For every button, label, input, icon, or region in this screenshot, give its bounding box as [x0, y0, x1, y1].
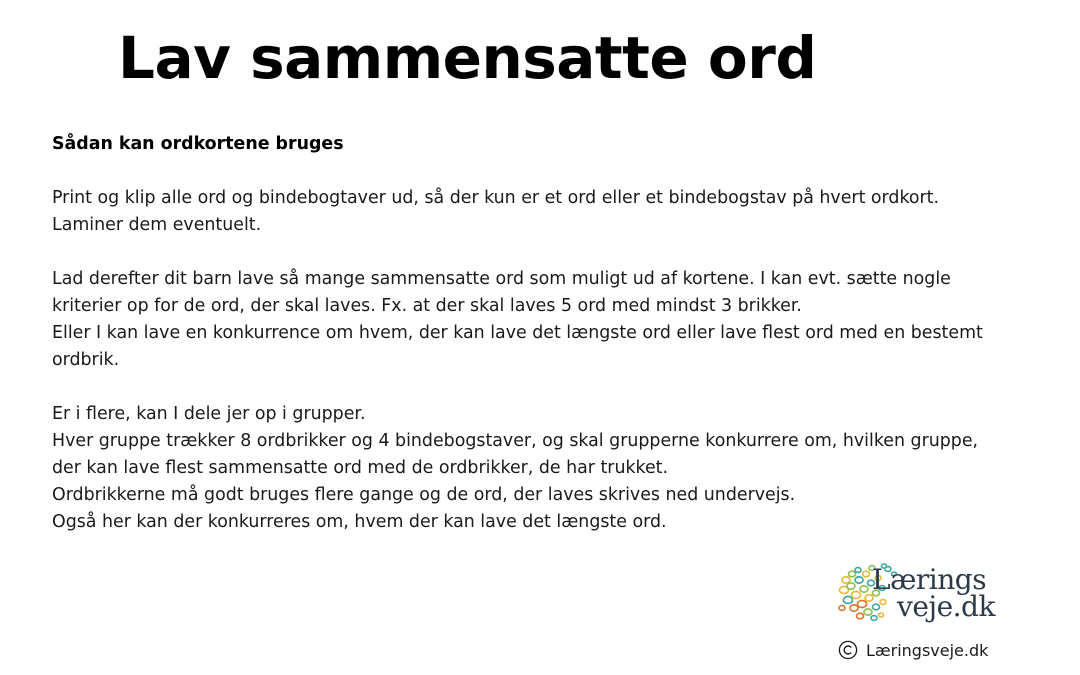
mosaic-cell [844, 596, 853, 603]
copyright-icon [838, 640, 858, 660]
mosaic-cell [873, 604, 880, 610]
mosaic-cell [871, 616, 877, 621]
spacer [52, 158, 1052, 185]
mosaic-cell [863, 571, 870, 577]
mosaic-cell [847, 583, 855, 589]
mosaic-cell [864, 609, 872, 615]
mosaic-cell [855, 568, 861, 573]
logo-text-line2: veje.dk [897, 590, 995, 623]
mosaic-cell [879, 613, 884, 617]
paragraph-line: Eller I kan lave en konkurrence om hvem, der kan lave det længste ord eller lave flest ord med en bestemt [52, 323, 983, 343]
mosaic-cell [860, 586, 868, 592]
laeringsveje-logo [836, 560, 1006, 626]
paragraph-line: Lad derefter dit barn lave så mange sammensatte ord som muligt ud af kortene. I kan evt. sætte nogle [52, 269, 951, 289]
logo-text-line1: Lærings [872, 563, 987, 596]
paragraph-line: Ordbrikkerne må godt bruges flere gange og de ord, der laves skrives ned undervejs. [52, 485, 796, 505]
mosaic-cell [880, 600, 886, 605]
instructions-section [52, 131, 1052, 536]
mosaic-cell [849, 571, 856, 577]
mosaic-cell [857, 613, 864, 619]
spacer [52, 374, 1052, 401]
mosaic-cell [855, 577, 863, 583]
paragraph-line: ordbrik. [52, 350, 120, 370]
spacer [52, 239, 1052, 266]
paragraph-line: Hver gruppe trækker 8 ordbrikker og 4 bindebogstaver, og skal grupperne konkurrere om, hvilken gruppe, [52, 431, 979, 451]
paragraph-line: Print og klip alle ord og bindebogtaver ud, så der kun er et ord eller et bindebogstav på hvert ordkort. [52, 188, 940, 208]
mosaic-cell [842, 577, 850, 583]
copyright-notice [838, 640, 988, 660]
paragraph-groups [52, 401, 1052, 536]
paragraph-line: kriterier op for de ord, der skal laves. Fx. at der skal laves 5 ord med mindst 3 brikker. [52, 296, 802, 316]
mosaic-cell [839, 606, 845, 611]
mosaic-cell [858, 600, 867, 607]
paragraph-line: der kan lave flest sammensatte ord med de ordbrikker, de har trukket. [52, 458, 669, 478]
paragraph-line: Er i flere, kan I dele jer op i grupper. [52, 404, 366, 424]
mosaic-cell [850, 605, 858, 611]
copyright-text: Læringsveje.dk [866, 640, 989, 660]
mosaic-cell [852, 591, 861, 598]
page-title: Lav sammensatte ord [118, 24, 817, 92]
instructions-heading: Sådan kan ordkortene bruges [52, 134, 344, 154]
paragraph-line: Laminer dem eventuelt. [52, 215, 262, 235]
paragraph-play [52, 266, 1052, 374]
paragraph-print [52, 185, 1052, 239]
paragraph-line: Også her kan der konkurreres om, hvem der kan lave det længste ord. [52, 512, 667, 532]
